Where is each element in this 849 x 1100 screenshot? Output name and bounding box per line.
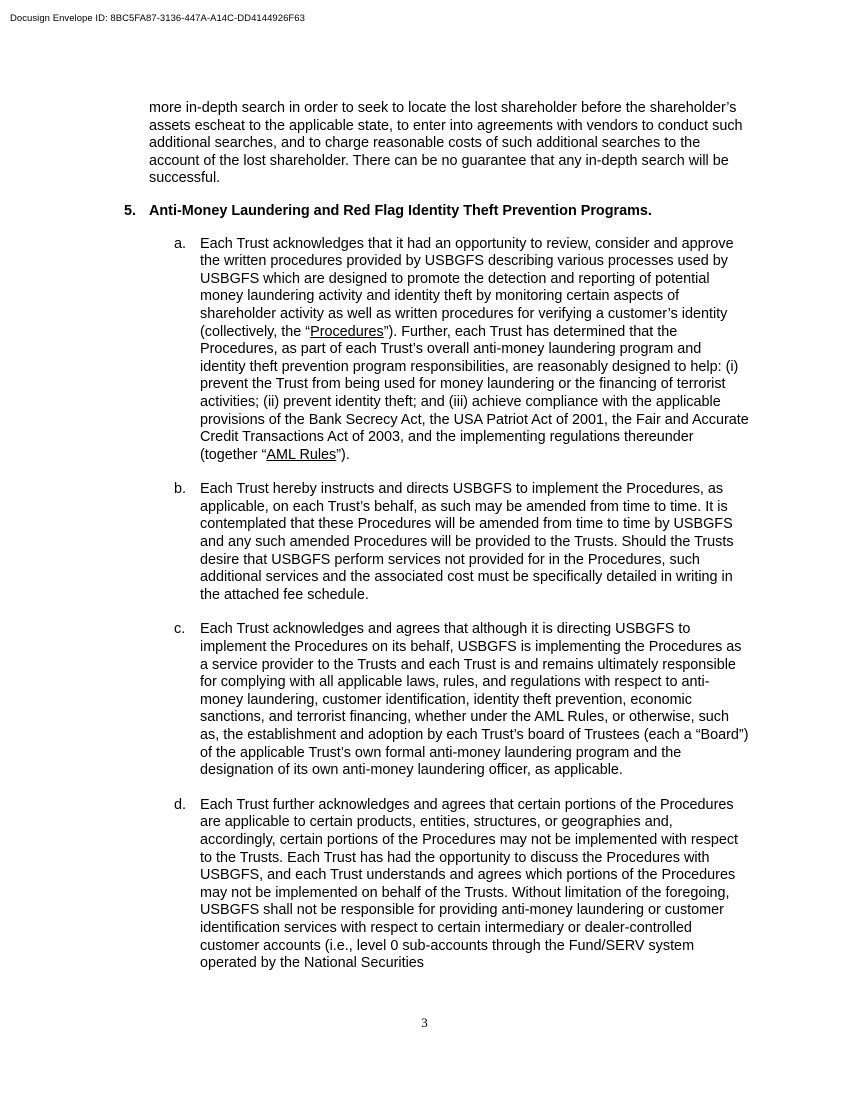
item-text bbox=[200, 236, 750, 465]
item-text-part: ”). Further, each Trust has determined that the Procedures, as part of each Trust’s overall anti-money laundering program and identity theft prevention program responsibilities, are reasonably designed to help: (i) prevent the Trust from being used for money laundering or the financing of terrorist activities; (ii) prevent identity theft; and (iii) achieve compliance with the applicable provisions of the Bank Secrecy Act, the USA Patriot Act of 2001, the Fair and Accurate Credit Transactions Act of 2003, and the implementing regulations thereunder (together “ bbox=[200, 323, 749, 463]
page-number: 3 bbox=[421, 1015, 428, 1030]
intro-paragraph: more in-depth search in order to seek to locate the lost shareholder before the shareholder’s assets escheat to the applicable state, to enter into agreements with vendors to conduct such additional searches, and to charge reasonable costs of such additional searches to the account of the lost shareholder. There can be no guarantee that any in-depth search will be successful. bbox=[149, 100, 743, 187]
section-heading bbox=[124, 202, 759, 221]
section-title: Anti-Money Laundering and Red Flag Identity Theft Prevention Programs. bbox=[149, 202, 652, 219]
section-items bbox=[174, 235, 750, 973]
list-item-a bbox=[174, 235, 750, 465]
item-letter: b. bbox=[174, 481, 187, 498]
list-item-d bbox=[174, 796, 750, 973]
item-text-part: ”). bbox=[336, 446, 350, 463]
item-text: Each Trust further acknowledges and agrees that certain portions of the Procedures are applicable to certain products, entities, structures, or geographies and, accordingly, certain portions of the Procedures may not be implemented with respect to the Trusts. Each Trust has had the opportunity to discuss the Procedures with USBGFS, and each Trust understands and agrees which portions of the Procedures may not be implemented on behalf of the Trusts. Without limitation of the foregoing, USBGFS shall not be responsible for providing anti-money laundering or customer identification services with respect to certain intermediary or dealer-controlled customer accounts (i.e., level 0 sub-accounts through the Fund/SERV system operated by the National Securities bbox=[200, 796, 739, 972]
list-item-b bbox=[174, 481, 750, 604]
envelope-id: Docusign Envelope ID: 8BC5FA87-3136-447A-A14C-DD4144926F63 bbox=[10, 13, 305, 24]
item-letter: c. bbox=[174, 621, 186, 638]
item-text: Each Trust acknowledges and agrees that although it is directing USBGFS to implement the Procedures on its behalf, USBGFS is implementing the Procedures as a service provider to the Trusts and each Trust is and remains ultimately responsible for complying with all applicable laws, rules, and regulations with respect to anti-money laundering, customer identification, identity theft prevention, economic sanctions, and terrorist financing, whether under the AML Rules, or otherwise, such as, the establishment and adoption by each Trust’s board of Trustees (each a “Board”) of the applicable Trust’s own formal anti-money laundering program and the designation of its own anti-money laundering officer, as applicable. bbox=[200, 621, 749, 779]
item-letter: d. bbox=[174, 796, 187, 813]
defined-term-procedures: Procedures bbox=[310, 323, 384, 340]
item-text: Each Trust hereby instructs and directs USBGFS to implement the Procedures, as applicable, on each Trust’s behalf, as such may be amended from time to time. It is contemplated that these Procedures will be amended from time to time by USBGFS and any such amended Procedures will be provided to the Trusts. Should the Trusts desire that USBGFS perform services not provided for in the Procedures, such additional services and the associated cost must be specifically detailed in writing in the attached fee schedule. bbox=[200, 481, 734, 603]
defined-term-aml-rules: AML Rules bbox=[266, 446, 337, 463]
section-number: 5. bbox=[124, 202, 137, 219]
item-letter: a. bbox=[174, 235, 187, 252]
list-item-c bbox=[174, 621, 750, 779]
document-body bbox=[124, 100, 759, 990]
item-text-part: Each Trust acknowledges that it had an opportunity to review, consider and approve the written procedures provided by USBGFS describing various processes used by USBGFS which are designed to promote the detection and reporting of potential money laundering activity and identity theft by monitoring certain aspects of shareholder activity as well as written procedures for verifying a customer’s identity (collectively, the “ bbox=[200, 235, 734, 340]
